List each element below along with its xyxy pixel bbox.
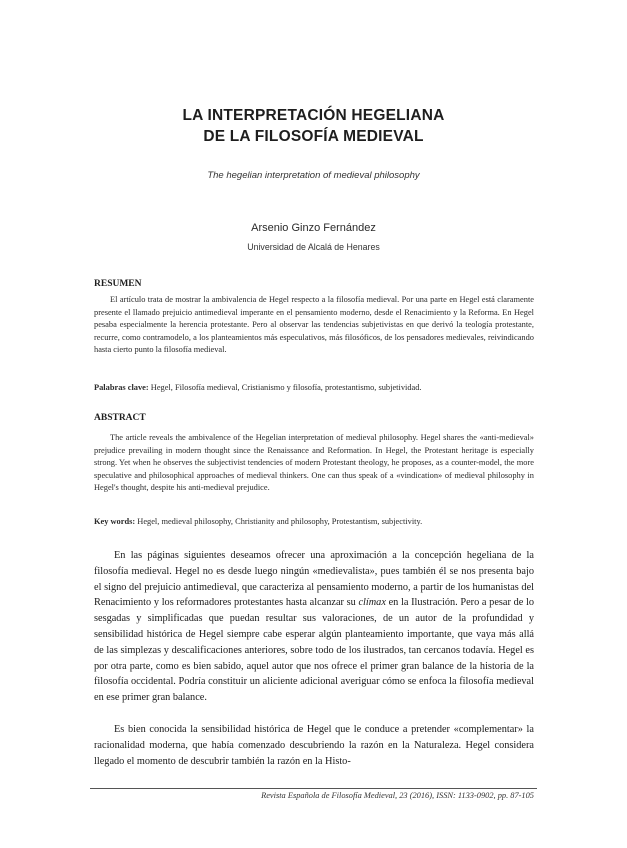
footer-rule: [90, 788, 537, 789]
body-paragraph-1-start: En las páginas siguientes deseamos ofrecer una aproximación a la concepción hegeliana de la filosofía medieval. Hegel no es desde luego ningún «medievalista», pues también él se nos presenta bajo el signo del prejuicio antimedieval, que caracteriza al pensamiento moderno, a partir de los humanistas del Renacimiento y los reformadores protestantes hasta alcanzar su: [94, 550, 534, 609]
article-title-line-1: LA INTERPRETACIÓN HEGELIANA: [182, 107, 445, 124]
journal-citation: Revista Española de Filosofía Medieval, 23 (2016), ISSN: 1133-0902, pp. 87-105: [261, 791, 534, 800]
body-paragraph-1: [94, 548, 534, 706]
resumen-heading: RESUMEN: [94, 279, 142, 289]
body-paragraph-2: Es bien conocida la sensibilidad histórica de Hegel que le conduce a pretender «complementar» la racionalidad moderna, que había comenzado descubriendo la razón en la Naturaleza. Hegel considera llegado el momento de descubrir también la razón en la Histo-: [94, 724, 534, 767]
resumen-text: [94, 294, 534, 357]
abstract-body: The article reveals the ambivalence of the Hegelian interpretation of medieval philosophy. Hegel shares the «anti-medieval» prejudice prevailing in modern thought since the Renaissance and Reformation. In Hegel, the Protestant heritage is especially strong. Yet when he observes the subjectivist tendencies of modern Protestant theology, he proposes, as a counter-model, the more speculative and philosophical approaches of medieval thinkers. One can thus speak of a «vindication» of medieval philosophy in Hegel's thought, despite his anti-medieval prejudice.: [94, 433, 534, 493]
article-subtitle: The hegelian interpretation of medieval philosophy: [207, 170, 420, 181]
author-name: Arsenio Ginzo Fernández: [251, 222, 376, 234]
resumen-keywords: [94, 383, 534, 392]
resumen-keywords-list: Hegel, Filosofía medieval, Cristianismo y filosofía, protestantismo, subjetividad.: [150, 383, 422, 392]
abstract-keywords: [94, 517, 534, 526]
resumen-keywords-label: Palabras clave:: [94, 383, 149, 392]
abstract-keywords-label: Key words:: [94, 517, 136, 526]
author-affiliation: Universidad de Alcalá de Henares: [247, 242, 380, 252]
resumen-body: El artículo trata de mostrar la ambivalencia de Hegel respecto a la filosofía medieval. Por una parte en Hegel está claramente presente el llamado prejuicio antimedieval imperante en el pensamiento moderno, desde el Renacimiento y la Reforma. En Hegel pesaba especialmente la herencia protestante. Pero al observar las tendencias subjetivistas en que derivó la teología protestante, recurre, como contramodelo, a los planteamientos más especulativos, más filosóficos, de los pensadores medievales, reivindicando hasta cierto punto la filosofía medieval.: [94, 295, 534, 355]
abstract-text: [94, 432, 534, 495]
abstract-keywords-list: Hegel, medieval philosophy, Christianity and philosophy, Protestantism, subjectivity.: [137, 517, 423, 526]
body-paragraph-1-end: en la Ilustración. Pero a pesar de lo sesgadas y simplificadas que puedan resultar sus valoraciones, de un autor de la profundidad y sensibilidad histórica de Hegel siempre cabe esperar algún planteamiento importante, que vaya más allá de las simplezas y descalificaciones anteriores, sobre todo de los ilustrados, tan cercanos todavía. Hegel es por otra parte, como es bien sabido, aquel autor que nos ofrece el primer gran balance de la historia de la filosofía occidental. Podría constituir un aliciente adicional averiguar cómo se enfoca la filosofía medieval en ese primer gran balance.: [94, 597, 534, 704]
article-title-line-2: DE LA FILOSOFÍA MEDIEVAL: [203, 128, 424, 145]
abstract-heading: ABSTRACT: [94, 413, 146, 423]
body-paragraph-1-italic: clímax: [358, 597, 386, 609]
